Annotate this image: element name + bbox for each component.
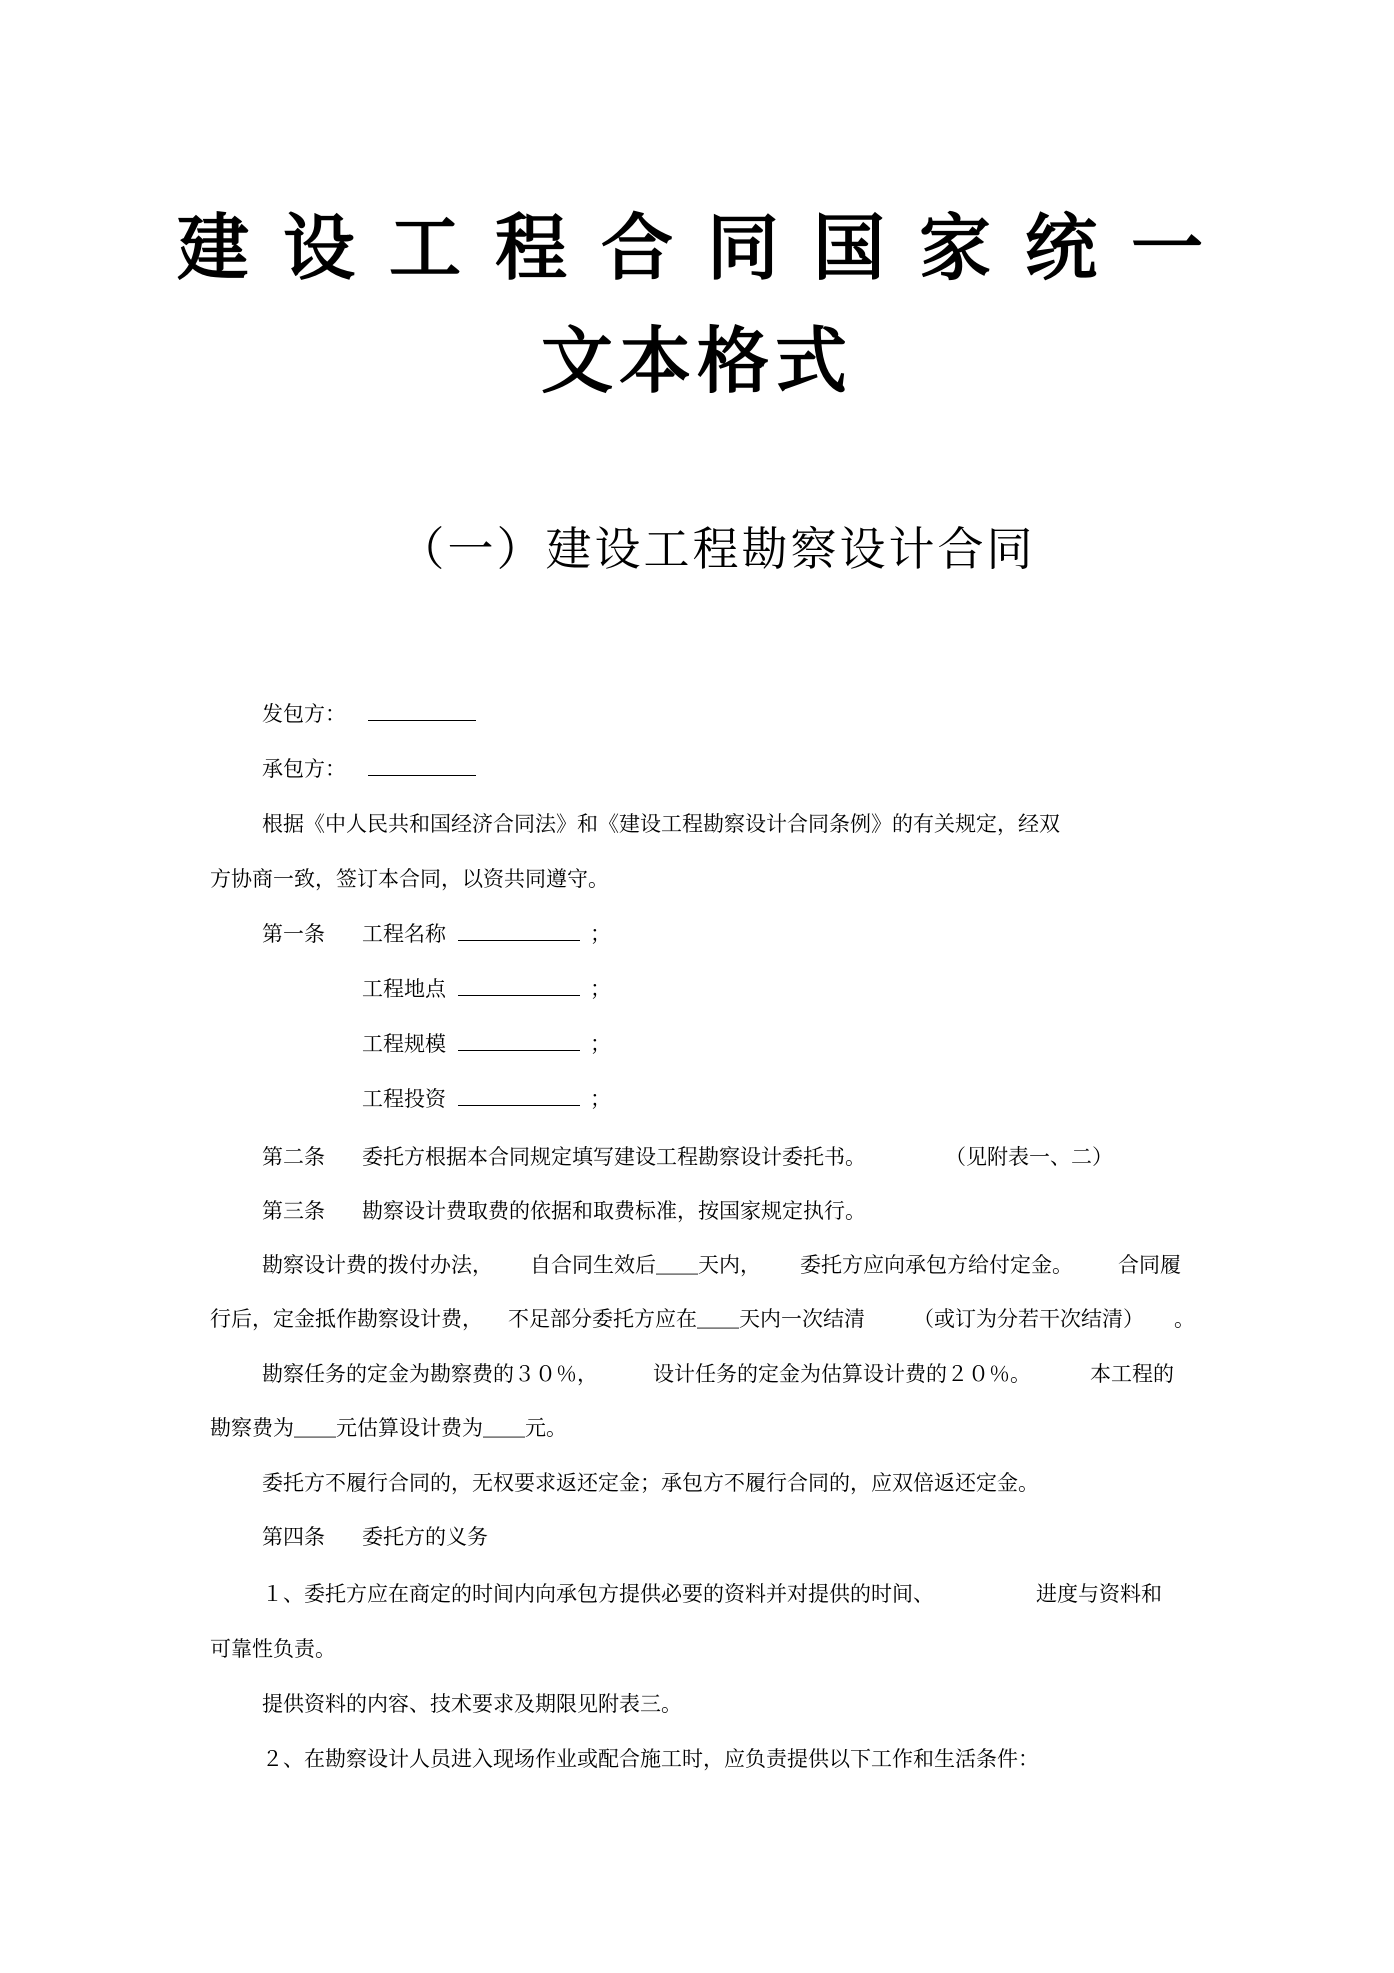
employer-blank	[368, 700, 476, 721]
contractor-line	[262, 755, 476, 783]
article-3-default: 委托方不履行合同的，无权要求返还定金；承包方不履行合同的，应双倍返还定金。	[262, 1471, 1039, 1495]
item-end-mark: ；	[590, 1032, 611, 1056]
article-3-settle-a: 行后，定金抵作勘察设计费，	[210, 1307, 483, 1331]
employer-label: 发包方：	[262, 702, 346, 726]
article-3-payment-d: 合同履	[1118, 1253, 1181, 1277]
project-location-blank	[458, 975, 580, 996]
article-3-fees: 勘察费为＿＿元估算设计费为＿＿元。	[210, 1416, 567, 1440]
article-1-heading: 第一条	[262, 922, 325, 946]
item-end-mark: ；	[590, 1087, 611, 1111]
document-title-line-2: 文本格式	[540, 319, 853, 403]
item-end-mark: ；	[590, 977, 611, 1001]
article-4-text: 委托方的义务	[362, 1525, 488, 1549]
article-1-item	[362, 1030, 611, 1058]
article-3-heading: 第三条	[262, 1199, 325, 1223]
preamble-line-2: 方协商一致，签订本合同，以资共同遵守。	[210, 867, 609, 891]
document-title-line-1: 建设工程合同国家统一	[176, 206, 1237, 290]
project-investment-blank	[458, 1085, 580, 1106]
contractor-label: 承包方：	[262, 757, 346, 781]
project-scale-blank	[458, 1030, 580, 1051]
article-4-item-2: ２、在勘察设计人员进入现场作业或配合施工时，应负责提供以下工作和生活条件：	[262, 1747, 1039, 1771]
contract-subtitle: （一）建设工程勘察设计合同	[398, 522, 1036, 576]
project-name-label: 工程名称	[362, 922, 446, 946]
article-3-deposit-a: 勘察任务的定金为勘察费的３０％，	[262, 1362, 598, 1386]
article-3-deposit-b: 设计任务的定金为估算设计费的２０％。	[653, 1362, 1031, 1386]
article-1-item	[362, 1085, 611, 1113]
article-3-settle-c: （或订为分若干次结清）	[913, 1307, 1144, 1331]
item-end-mark: ；	[590, 922, 611, 946]
preamble-line-1: 根据《中人民共和国经济合同法》和《建设工程勘察设计合同条例》的有关规定，经双	[262, 812, 1060, 836]
contractor-blank	[368, 755, 476, 776]
article-2-note: （见附表一、二）	[945, 1145, 1113, 1169]
article-3-settle-d: 。	[1174, 1307, 1195, 1331]
project-investment-label: 工程投资	[362, 1087, 446, 1111]
article-2-text: 委托方根据本合同规定填写建设工程勘察设计委托书。	[362, 1145, 866, 1169]
article-3-payment-a: 勘察设计费的拨付办法，	[262, 1253, 493, 1277]
article-1-item	[362, 920, 611, 948]
project-name-blank	[458, 920, 580, 941]
article-4-item-1-a: １、委托方应在商定的时间内向承包方提供必要的资料并对提供的时间、	[262, 1582, 934, 1606]
article-4-item-1-b: 进度与资料和	[1036, 1582, 1162, 1606]
article-4-heading: 第四条	[262, 1525, 325, 1549]
article-3-text: 勘察设计费取费的依据和取费标准，按国家规定执行。	[362, 1199, 866, 1223]
article-3-settle-b: 不足部分委托方应在＿＿天内一次结清	[508, 1307, 865, 1331]
project-scale-label: 工程规模	[362, 1032, 446, 1056]
article-1-item	[362, 975, 611, 1003]
project-location-label: 工程地点	[362, 977, 446, 1001]
article-3-payment-b: 自合同生效后＿＿天内，	[530, 1253, 761, 1277]
article-3-payment-c: 委托方应向承包方给付定金。	[800, 1253, 1073, 1277]
article-4-item-1-d: 提供资料的内容、技术要求及期限见附表三。	[262, 1692, 682, 1716]
article-2-heading: 第二条	[262, 1145, 325, 1169]
article-3-deposit-c: 本工程的	[1090, 1362, 1174, 1386]
employer-line	[262, 700, 476, 728]
article-4-item-1-c: 可靠性负责。	[210, 1637, 336, 1661]
